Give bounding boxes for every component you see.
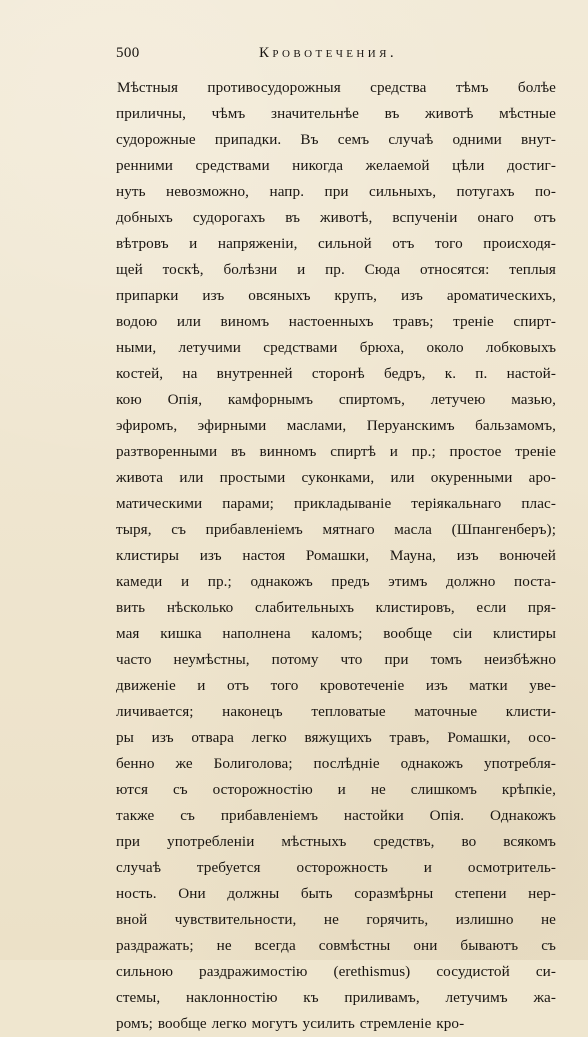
text-line: тыря, съ прибавленіемъ мятнаго масла (Шпангенберъ); [116, 521, 556, 538]
page-header [116, 45, 556, 67]
text-line: живота или простыми суконками, или окуренными аро- [116, 469, 556, 486]
text-line: водою или виномъ настоенныхъ травъ; треніе спирт- [116, 313, 556, 330]
text-line: нуть невозможно, напр. при сильныхъ, потугахъ по- [116, 183, 556, 200]
text-line: вить нѣсколько слабительныхъ клистировъ, если пря- [116, 599, 556, 616]
text-line: костей, на внутренней сторонѣ бедръ, к. п. настой- [116, 365, 556, 382]
text-line: вѣтровъ и напряженіи, сильной отъ того происходя- [116, 235, 556, 252]
text-line: сильною раздражимостію (erethismus) сосудистой си- [116, 963, 556, 980]
text-line: движеніе и отъ того кровотеченіе изъ матки уве- [116, 677, 556, 694]
page-number: 500 [116, 45, 140, 61]
text-line: камеди и пр.; однакожъ предъ этимъ должно поста- [116, 573, 556, 590]
text-line: Мѣстныя противосудорожныя средства тѣмъ болѣе [117, 79, 556, 96]
text-line: разтворенными въ винномъ спиртѣ и пр.; простое треніе [116, 443, 556, 460]
body-text [116, 75, 556, 1037]
text-line: кою Опія, камфорнымъ спиртомъ, летучею мазью, [116, 391, 556, 408]
running-title: Кровотечения. [259, 45, 397, 61]
text-line: ромъ; вообще легко могутъ усилить стремленіе кро- [116, 1015, 465, 1032]
text-line: клистиры изъ настоя Ромашки, Мауна, изъ вонючей [116, 547, 556, 564]
text-line: ются съ осторожностію и не слишкомъ крѣпкіе, [116, 781, 556, 798]
text-line: стемы, наклонностію къ приливамъ, летучимъ жа- [116, 989, 556, 1006]
text-line: ренними средствами никогда желаемой цѣли достиг- [116, 157, 556, 174]
text-line: щей тоскѣ, болѣзни и пр. Сюда относятся: теплыя [116, 261, 556, 278]
text-line: мая кишка наполнена каломъ; вообще сіи клистиры [116, 625, 556, 642]
text-line: ры изъ отвара легко вяжущихъ травъ, Ромашки, осо- [116, 729, 556, 746]
text-line: ными, летучими средствами брюха, около лобковыхъ [116, 339, 556, 356]
text-line: личивается; наконецъ тепловатые маточные клисти- [116, 703, 556, 720]
text-line: судорожные припадки. Въ семъ случаѣ одними внут- [116, 131, 556, 148]
text-line: при употребленіи мѣстныхъ средствъ, во всякомъ [116, 833, 556, 850]
text-line: часто неумѣстны, потому что при томъ неизбѣжно [116, 651, 556, 668]
text-line: приличны, чѣмъ значительнѣе въ животѣ мѣстные [116, 105, 556, 122]
text-line: припарки изъ овсяныхъ крупъ, изъ ароматическихъ, [116, 287, 556, 304]
text-line: бенно же Болиголова; послѣдніе однакожъ употребля- [116, 755, 556, 772]
text-line: вной чувствительности, не горячить, излишно не [116, 911, 556, 928]
text-line: случаѣ требуется осторожность и осмотритель- [116, 859, 556, 876]
text-line: раздражать; не всегда совмѣстны они бываютъ съ [116, 937, 556, 954]
text-line: добныхъ судорогахъ въ животѣ, вспученіи онаго отъ [116, 209, 556, 226]
text-line: ность. Они должны быть соразмѣрны степени нер- [116, 885, 556, 902]
text-line: эфиромъ, эфирными маслами, Перуанскимъ бальзамомъ, [116, 417, 556, 434]
text-line: также съ прибавленіемъ настойки Опія. Однакожъ [116, 807, 556, 824]
text-line: матическими парами; прикладываніе теріякальнаго плас- [116, 495, 556, 512]
